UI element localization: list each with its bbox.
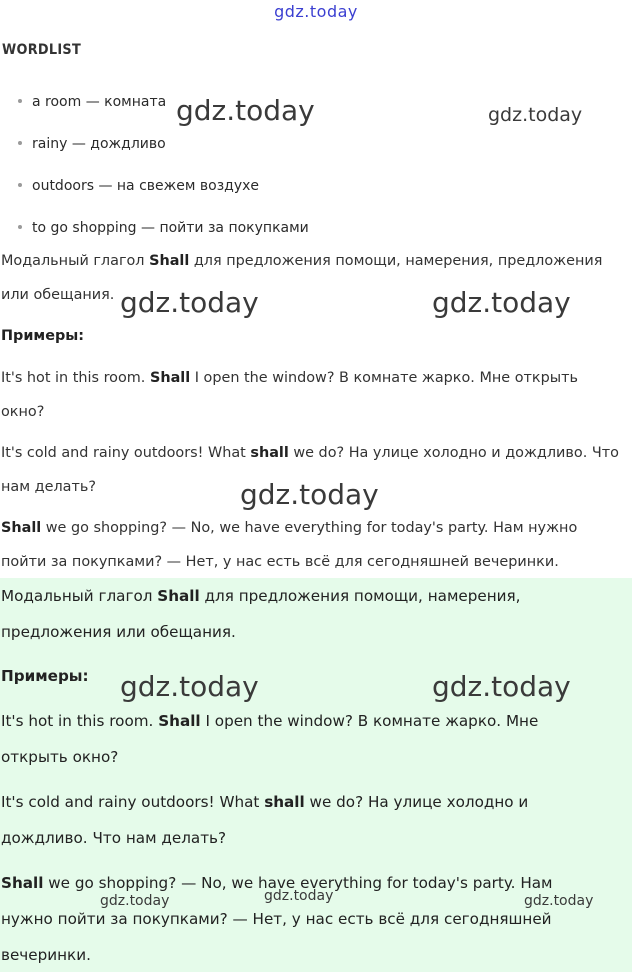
bullet-dot-icon <box>18 141 22 145</box>
watermark: gdz.today <box>120 286 259 319</box>
list-item: outdoors — на свежем воздухе <box>18 178 259 194</box>
bullet-dot-icon <box>18 99 22 103</box>
answer-example-2: It's cold and rainy outdoors! What shall we do? На улице холодно и дождливо. Что нам делать? <box>1 793 529 847</box>
examples-label: Примеры: <box>1 328 85 344</box>
watermark: gdz.today <box>120 670 259 703</box>
answer-example-3: Shall we go shopping? — No, we have everything for today's party. Нам нужно пойти за покупками? — Нет, у нас есть всё для сегодняшней вечеринки. <box>1 874 553 964</box>
answer-intro: Модальный глагол Shall для предложения помощи, намерения, предложения или обещания. <box>1 587 521 641</box>
list-item: rainy — дождливо <box>18 136 166 152</box>
watermark: gdz.today <box>264 888 334 904</box>
site-logo: gdz.today <box>274 2 358 21</box>
example-1: It's hot in this room. Shall I open the window? В комнате жарко. Мне открыть окно? <box>1 370 578 420</box>
list-item: to go shopping — пойти за покупками <box>18 220 309 236</box>
wordlist-heading: WORDLIST <box>2 42 82 58</box>
watermark: gdz.today <box>524 893 594 909</box>
bullet-dot-icon <box>18 183 22 187</box>
watermark: gdz.today <box>176 94 315 127</box>
explanation-intro: Модальный глагол Shall для предложения помощи, намерения, предложения или обещания. <box>1 253 603 303</box>
list-item: a room — комната <box>18 94 166 110</box>
example-3: Shall we go shopping? — No, we have everything for today's party. Нам нужно пойти за покупками? — Нет, у нас есть всё для сегодняшней вечеринки. <box>1 520 578 570</box>
watermark: gdz.today <box>488 104 583 126</box>
watermark: gdz.today <box>432 670 571 703</box>
bullet-dot-icon <box>18 225 22 229</box>
watermark: gdz.today <box>432 286 571 319</box>
watermark: gdz.today <box>240 478 379 511</box>
answer-example-1: It's hot in this room. Shall I open the window? В комнате жарко. Мне открыть окно? <box>1 712 539 766</box>
answer-examples-label: Примеры: <box>1 667 89 685</box>
example-2: It's cold and rainy outdoors! What shall we do? На улице холодно и дождливо. Что нам делать? <box>1 445 619 495</box>
watermark: gdz.today <box>100 893 170 909</box>
